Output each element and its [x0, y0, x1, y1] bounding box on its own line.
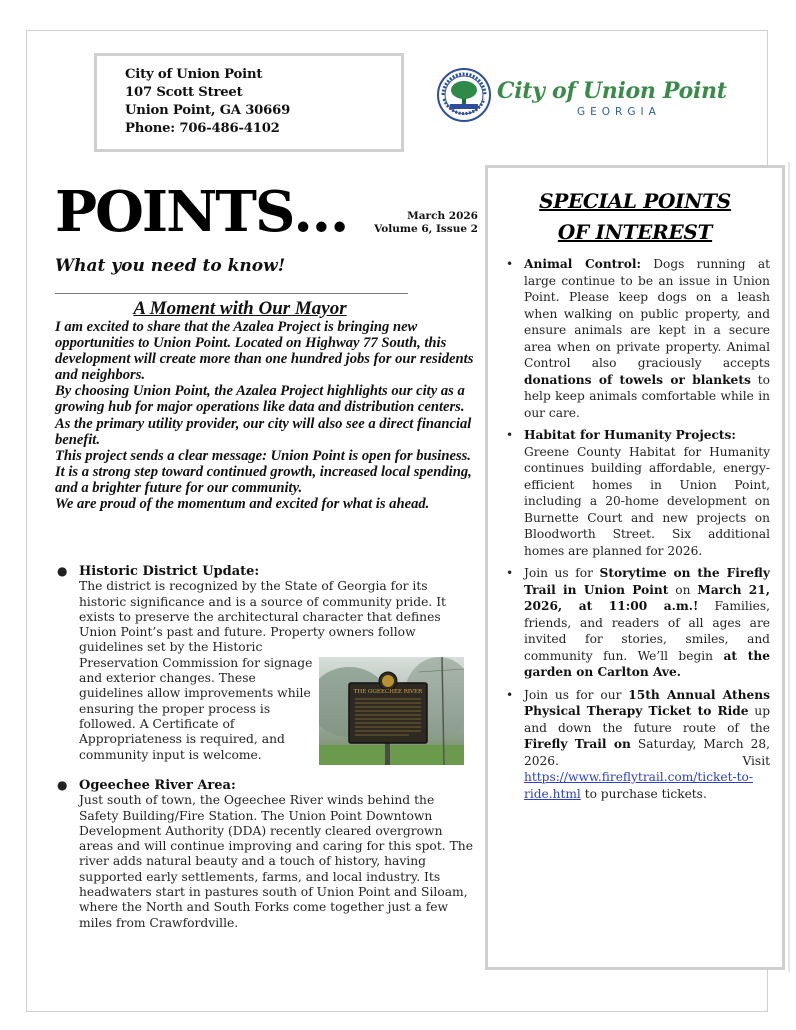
- address-city: City of Union Point: [125, 67, 263, 82]
- mayor-paragraph: This project sends a clear message: Union Point is open for business. It is a strong step toward continued growth, increased local spending, and a brighter future for our community.: [55, 447, 472, 496]
- bullet-icon: ●: [57, 778, 68, 792]
- city-logo: [437, 66, 727, 126]
- emphasis-text: Habitat for Humanity Projects:: [524, 428, 736, 442]
- address-box: [94, 53, 404, 152]
- bullet-icon: •: [506, 566, 514, 580]
- body-text: up and down the future route of the: [524, 704, 770, 735]
- address-street: 107 Scott Street: [125, 85, 243, 100]
- special-point-storytime: [506, 565, 770, 681]
- emphasis-text: 15th Annual Athens Physical Therapy Ticket to Ride: [524, 687, 770, 718]
- issue-info: [320, 210, 478, 236]
- bullet-icon: •: [506, 687, 514, 702]
- city-seal-icon: [437, 68, 491, 122]
- mayor-paragraph: By choosing Union Point, the Azalea Project highlights our city as a growing hub for major operations like data and distribution centers. As the primary utility provider, our city will also see a direct financial benefit.: [55, 383, 472, 448]
- special-point-animal-control: [506, 256, 770, 421]
- news-item-heading: Historic District Update:: [79, 564, 260, 579]
- emphasis-text: at the garden on Carlton Ave.: [524, 648, 771, 679]
- issue-volume: Volume 6, Issue 2: [374, 223, 478, 235]
- body-text: on: [668, 582, 698, 597]
- bullet-icon: ●: [57, 564, 68, 578]
- mayor-section-title: A Moment with Our Mayor: [133, 298, 347, 319]
- special-points-list: [506, 256, 770, 808]
- sidebar-title-line2: OF INTEREST: [557, 220, 713, 244]
- news-item-body-continued: guidelines set by the Historic Preservation Commission for signage and exterior changes. These guidelines allow improvements while ensuring the proper process is followed. A Certificate of Appropriateness is required, and community input is welcome.: [79, 640, 313, 762]
- body-text: to help keep animals comfortable while in our care.: [524, 372, 770, 420]
- special-point-habitat-for-humanity: [506, 427, 770, 559]
- body-text: Saturday, March 28, 2026. Visit: [524, 737, 770, 768]
- body-text: to purchase tickets.: [580, 786, 707, 801]
- bullet-icon: •: [506, 257, 514, 271]
- sidebar-title: [488, 186, 782, 248]
- tagline: What you need to know!: [55, 256, 286, 276]
- body-text: Families, friends, and readers of all ages are invited for stories, smiles, and community fun. We’ll begin: [524, 599, 770, 663]
- historic-marker-image: [319, 657, 464, 765]
- special-point-ticket-to-ride: [506, 687, 770, 803]
- issue-date: March 2026: [407, 210, 478, 222]
- body-text: Greene County Habitat for Humanity continues building affordable, energy-efficient homes in Union Point, including a 20-home development on Burnette Court and new projects on Bloodworth Street. Six additional homes are planned for 2026.: [524, 444, 770, 558]
- sidebar-title-line1: SPECIAL POINTS: [539, 189, 731, 213]
- ticket-link[interactable]: https://www.fireflytrail.com/ticket-to-ride.html: [524, 770, 753, 801]
- emphasis-text: Animal Control:: [524, 257, 641, 271]
- mayor-paragraph: We are proud of the momentum and excited for what is ahead.: [55, 496, 430, 513]
- emphasis-text: donations of towels or blankets: [524, 372, 751, 387]
- sign-title: THE OGEECHEE RIVER: [353, 689, 423, 695]
- news-item-body: The district is recognized by the State of Georgia for its historic significance and is a source of community pride. It exists to preserve the architectural character that defines Union Point’s past and future. Property owners follow: [79, 579, 446, 640]
- bullet-icon: •: [506, 428, 514, 442]
- ogeechee-river-sign-photo: [319, 657, 464, 765]
- divider: [55, 293, 408, 294]
- body-text: Join us for our: [524, 687, 629, 702]
- logo-subtitle: GEORGIA: [577, 106, 661, 118]
- logo-name: City of Union Point: [497, 78, 727, 104]
- address-phone: Phone: 706-486-4102: [125, 121, 280, 136]
- special-points-sidebar: [485, 165, 785, 970]
- news-item-body: Just south of town, the Ogeechee River winds behind the Safety Building/Fire Station. The Union Point Downtown Development Authority (DDA) recently cleared overgrown areas and will continue improving and caring for this spot. The river adds natural beauty and a touch of history, having supported early settlements, farms, and local industry. Its headwaters start in pastures south of Union Point and Siloam, where the North and South Forks come together just a few miles from Crawfordville.: [79, 793, 473, 930]
- news-item-ogeechee-river: [55, 778, 475, 931]
- news-item-heading: Ogeechee River Area:: [79, 778, 236, 793]
- body-text: Join us for: [524, 566, 600, 580]
- mayor-paragraph: I am excited to share that the Azalea Project is bringing new opportunities to Union Point. Located on Highway 77 South, this development will create more than one hundred jobs for our residents and neighbors.: [55, 319, 474, 384]
- body-text: Dogs running at large continue to be an issue in Union Point. Please keep dogs on a leash when walking on public property, and ensure animals are kept in a secure area when on private property. Animal Control also graciously accepts: [524, 257, 770, 370]
- emphasis-text: Firefly Trail on: [524, 737, 631, 751]
- newsletter-title: POINTS…: [55, 179, 348, 245]
- emphasis-text: Storytime on the Firefly Trail in Union Point: [524, 566, 770, 597]
- mayor-message: [55, 319, 475, 512]
- emphasis-text: March 21, 2026, at 11:00 a.m.!: [524, 582, 770, 613]
- address-city-state-zip: Union Point, GA 30669: [125, 103, 291, 118]
